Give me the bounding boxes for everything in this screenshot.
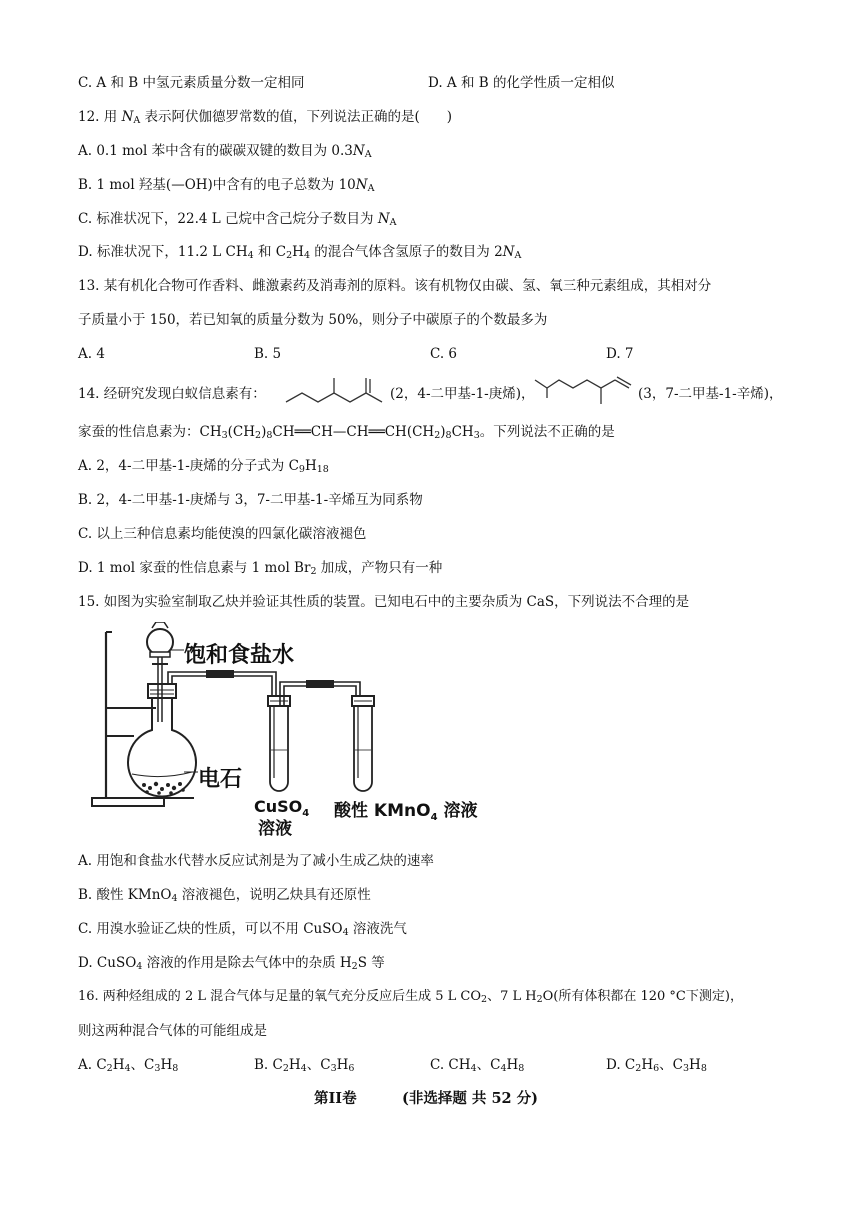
q13-option-a: A. 4 [78, 346, 105, 362]
q13-stem-line2: 子质量小于 150，若已知氧的质量分数为 50%，则分子中碳原子的个数最多为 [78, 312, 548, 328]
q16-stem-line2: 则这两种混合气体的可能组成是 [78, 1023, 267, 1039]
q14-stem: 14. 经研究发现白蚁信息素有： [78, 386, 266, 402]
q12-option-b: B. 1 mol 羟基(—OH)中含有的电子总数为 $10N_A$ [78, 177, 375, 194]
q13-stem-line1: 13. 某有机化合物可作香料、雌激素药及消毒剂的原料。该有机物仅由碳、氢、氧三种元素组成，其相对分 [78, 278, 712, 294]
q13-option-c: C. 6 [430, 346, 458, 362]
q11-option-c: C. A 和 B 中氢元素质量分数一定相同 [78, 75, 305, 91]
q14-option-a: A. 2，4-二甲基-1-庚烯的分子式为 $C_9H_{18}$ [78, 458, 329, 475]
q16-stem-line1: 16. 两种烃组成的 2 L 混合气体与足量的氧气充分反应后生成 5 L $CO_2$、7 L $H_2O$(所有体积都在 120 °C下测定)， [78, 989, 743, 1005]
q12-stem: 12. 用 $N_A$ 表示阿伏伽德罗常数的值，下列说法正确的是( ) [78, 109, 453, 126]
q15-option-c: C. 用溴水验证乙炔的性质，可以不用 CuSO$_4$ 溶液洗气 [78, 921, 407, 938]
q16-option-c: C. $CH_4$、$C_4H_8$ [430, 1057, 525, 1074]
q14-stem-line2: 家蚕的性信息素为：$CH_3(CH_2)_8CH══CH—CH══CH(CH_2)_8CH_3$。下列说法不正确的是 [78, 424, 615, 441]
section-subtitle: (非选择题 共 52 分) [402, 1090, 539, 1107]
skeletal-formula-3-7-dimethyl-1-octene [533, 374, 639, 414]
q14-option-b: B. 2，4-二甲基-1-庚烯与 3，7-二甲基-1-辛烯互为同系物 [78, 492, 423, 508]
label-cuso4: CuSO$_4$ [254, 797, 310, 819]
label-saltwater: 饱和食盐水 [184, 643, 295, 668]
label-kmno4: 酸性 KMnO$_4$ 溶液 [334, 801, 478, 823]
q14-option-c: C. 以上三种信息素均能使溴的四氯化碳溶液褪色 [78, 526, 367, 542]
label-carbide: 电石 [198, 767, 243, 792]
q16-option-d: D. $C_2H_6$、$C_3H_8$ [606, 1057, 707, 1074]
q14-name-1: (2，4-二甲基-1-庚烯)， [390, 386, 535, 402]
label-cuso4-solution: 溶液 [258, 819, 292, 839]
q12-option-c: C. 标准状况下，22.4 L 己烷中含己烷分子数目为 $N_A$ [78, 211, 397, 228]
section-title: 第II卷 [314, 1090, 357, 1107]
acetylene-apparatus-diagram [86, 622, 526, 842]
q15-option-a: A. 用饱和食盐水代替水反应试剂是为了减小生成乙炔的速率 [78, 853, 434, 869]
q12-option-a: A. 0.1 mol 苯中含有的碳碳双键的数目为 $0.3N_A$ [78, 143, 372, 160]
q12-option-d: D. 标准状况下，11.2 L $CH_4$ 和 $C_2H_4$ 的混合气体含氢原子的数目为 $2N_A$ [78, 244, 522, 261]
q14-name-2: (3，7-二甲基-1-辛烯)， [638, 386, 783, 402]
q15-option-b: B. 酸性 KMnO$_4$ 溶液褪色，说明乙炔具有还原性 [78, 887, 371, 904]
q13-option-b: B. 5 [254, 346, 282, 362]
q16-option-b: B. $C_2H_4$、$C_3H_6$ [254, 1057, 355, 1074]
q15-stem: 15. 如图为实验室制取乙炔并验证其性质的装置。已知电石中的主要杂质为 CaS，下列说法不合理的是 [78, 594, 690, 610]
q11-option-d: D. A 和 B 的化学性质一定相似 [428, 75, 615, 91]
q16-option-a: A. $C_2H_4$、$C_3H_8$ [78, 1057, 179, 1074]
q13-option-d: D. 7 [606, 346, 634, 362]
q14-option-d: D. 1 mol 家蚕的性信息素与 1 mol $Br_2$ 加成，产物只有一种 [78, 560, 443, 577]
skeletal-formula-2-4-dimethyl-1-heptene [284, 376, 388, 412]
q15-option-d: D. CuSO$_4$ 溶液的作用是除去气体中的杂质 $H_2S$ 等 [78, 955, 385, 972]
